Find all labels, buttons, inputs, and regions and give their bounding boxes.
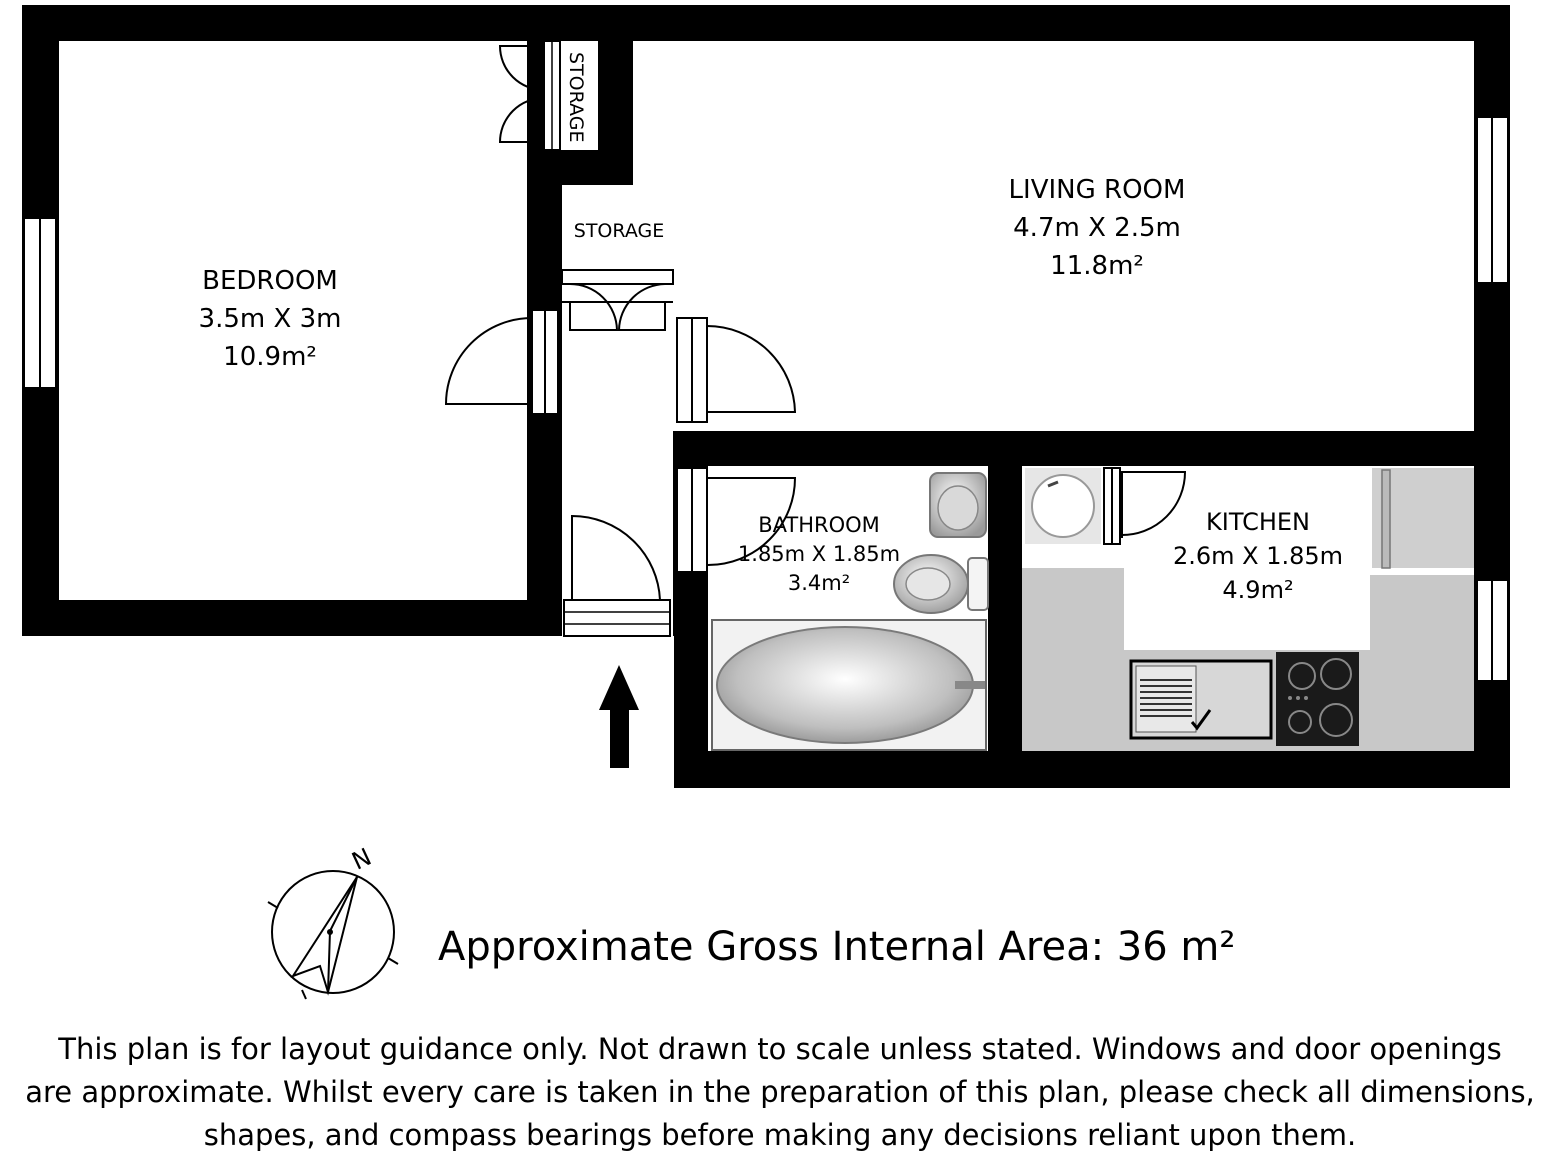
kitchen-dims: 2.6m X 1.85m	[1172, 542, 1344, 570]
kitchen-area: 4.9m²	[1222, 576, 1294, 604]
disclaimer	[0, 1028, 1560, 1157]
bedroom-name: BEDROOM	[202, 266, 338, 296]
bedroom-dims: 3.5m X 3m	[198, 304, 342, 334]
bedroom-area: 10.9m²	[223, 342, 317, 372]
disclaimer-line-1: This plan is for layout guidance only. Not drawn to scale unless stated. Windows and door openings	[58, 1032, 1502, 1066]
bathroom-dims: 1.85m X 1.85m	[737, 542, 901, 566]
compass-north-label: N	[347, 842, 376, 876]
disclaimer-line-3: shapes, and compass bearings before making any decisions reliant upon them.	[203, 1118, 1357, 1152]
hall-floor	[562, 185, 673, 636]
entrance-arrow-icon	[599, 665, 639, 768]
gross-area-text: Approximate Gross Internal Area: 36 m²	[438, 924, 1236, 970]
living-room-name: LIVING ROOM	[1008, 175, 1186, 205]
storage-top-label: STORAGE	[565, 52, 587, 143]
living-room-dims: 4.7m X 2.5m	[1013, 213, 1181, 243]
bathroom-area: 3.4m²	[787, 571, 851, 595]
kitchen-name: KITCHEN	[1206, 508, 1310, 536]
disclaimer-line-2: are approximate. Whilst every care is taken in the preparation of this plan, please check all dimensions,	[25, 1075, 1535, 1109]
storage-hall-label: STORAGE	[573, 220, 665, 242]
bathroom-name: BATHROOM	[758, 513, 880, 537]
sink-icon	[1131, 661, 1271, 738]
living-room-area: 11.8m²	[1050, 251, 1144, 281]
hob-icon	[1276, 652, 1359, 746]
toilet-icon	[894, 555, 988, 613]
compass-icon	[268, 871, 398, 999]
